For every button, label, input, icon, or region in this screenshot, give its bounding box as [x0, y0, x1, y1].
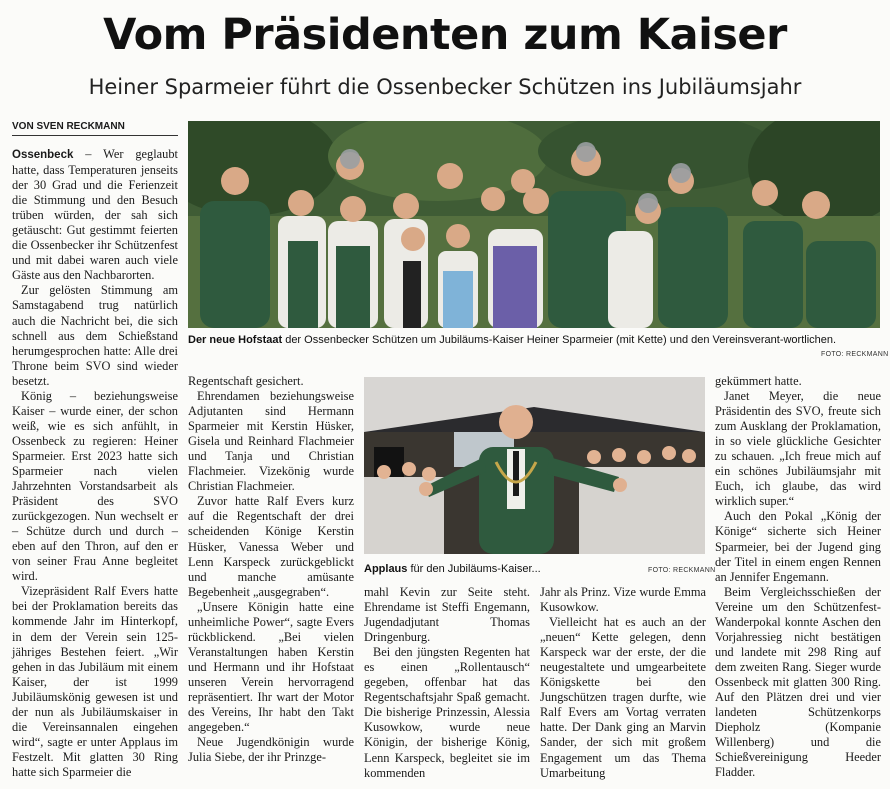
paragraph: „Unsere Königin hatte eine unheimliche Power“, sagte Evers rückblickend. „Bei vielen Veranstaltungen haben Kerstin und Hermann und ihr Hofstaat unseren Verein hervorragend repräsentiert. Ihr wart der Motor des Vereins, Ihr habt den Takt angegeben.“ [188, 599, 354, 735]
paragraph: Neue Jugendkönigin wurde Julia Siebe, der ihr Prinzge- [188, 735, 354, 765]
paragraph: König – beziehungsweise Kaiser – wurde einer, der schon weiß, wie es sich anfühlt, in Ossenbeck zu regieren: Heiner Sparmeier. Erst 2023 hatte sich Sparmeier nach vielen Jahrzehnten Vorstandsarbeit als Präsident des SVO zurückgezogen. Nun wechselt er – Schütze durch und durch – eben auf den Thron, auf den er von seiner Frau Anne begleitet wird. [12, 388, 178, 584]
article-column-2 [188, 374, 354, 765]
photo2-credit: FOTO: RECKMANN [648, 567, 716, 574]
article-column-1 [12, 147, 178, 780]
group-photo [188, 121, 880, 328]
paragraph: Beim Vergleichsschießen der Vereine um den Schützenfest-Wanderpokal konnte Aschen den Vorjahressieg nicht bestätigen und landete mit 298 Ring auf dem zweiten Rang. Sieger wurde Ossenbeck mit glatten 300 Ring. Auf den Plätzen drei und vier landeten Schützenkorps Diepholz (Kompanie Willenberg) und die Schießvereinigung Heeder Fladder. [715, 584, 881, 780]
author-byline: VON SVEN RECKMANN [12, 121, 178, 136]
dateline-place: Ossenbeck [12, 149, 74, 161]
photo2-caption: Applaus für den Jubiläums-Kaiser... [364, 563, 541, 575]
photo1-credit: FOTO: RECKMANN [821, 351, 889, 358]
article-column-3 [364, 585, 530, 781]
paragraph: Bei den jüngsten Regenten hat es einen „Rollentausch“ gegeben, offenbar hat das Regentschaftsjahr Spaß gemacht. Die bisherige Prinzessin, Alessia Kusowkow, wurde neue Königin, der bisherige König, Lenn Karspeck, begleitet sie im kommenden [364, 645, 530, 780]
article-column-5 [715, 374, 881, 780]
paragraph: gekümmert hatte. [715, 374, 802, 388]
paragraph: Regentschaft gesichert. [188, 374, 304, 388]
article-column-4 [540, 585, 706, 781]
paragraph: Vizepräsident Ralf Evers hatte bei der Proklamation bereits das kommende Jahr im Hinterkopf, in dem der Verein sein 125-jähriges Bestehen feiert. „Wir gehen in das Jubiläum mit einem Kaiser, der ist 1999 Jubiläumskönig gewesen ist und der nun als Jubiläumskaiser in die Vereinsannalen eingehen wird“, sagte er unter Applaus im Festzelt. Mit glatten 30 Ring hatte sich Sparmeier die [12, 584, 178, 779]
paragraph: Zur gelösten Stimmung am Samstagabend trug natürlich auch die Nachricht bei, die sich schnell aus dem Schießstand herumgesprochen hatte: Alle drei Throne beim SVO sind wieder besetzt. [12, 283, 178, 388]
subheadline: Heiner Sparmeier führt die Ossenbecker Schützen ins Jubiläumsjahr [88, 75, 802, 99]
paragraph: Janet Meyer, die neue Präsidentin des SVO, freute sich zum Ausklang der Proklamation, in so viele glückliche Gesichter zu schauen. „Ich freue mich auf ein schönes Jubiläumsjahr mit Euch, ich glaube, das wird wirklich super.“ [715, 389, 881, 509]
paragraph: Ehrendamen beziehungsweise Adjutanten sind Hermann Sparmeier mit Kerstin Hüsker, Gisela und Reinhard Flachmeier und Tanja und Christian Flachmeier. Vizekönig wurde Christian Flachmeier. [188, 389, 354, 494]
paragraph: Vielleicht hat es auch an der „neuen“ Kette gelegen, denn Karspeck war der erste, der die neugestaltete und umgearbeitete Königskette bei den Jungschützen tragen durfte, wie Ralf Evers am Vortag verraten hatte. Der Dank ging an Marvin Sander, der sich mit großem Engagement um das Thema Umarbeitung [540, 615, 706, 780]
applause-photo [364, 377, 705, 554]
paragraph: Jahr als Prinz. Vize wurde Emma Kusowkow. [540, 585, 706, 615]
photo1-caption: Der neue Hofstaat der Ossenbecker Schützen um Jubiläums-Kaiser Heiner Sparmeier (mit Kette) und den Vereinsverant-wortlichen. [188, 334, 837, 346]
paragraph: Zuvor hatte Ralf Evers kurz auf die Regentschaft der drei scheidenden Könige Kerstin Hüsker, Vanessa Weber und Lenn Karspeck zurückgeblickt und manche amüsante Begebenheit „ausgegraben“. [188, 494, 354, 599]
paragraph: Auch den Pokal „König der Könige“ sicherte sich Heiner Sparmeier, bei der Jugend ging der Titel in einem engen Rennen an Jennifer Engemann. [715, 509, 881, 584]
paragraph: Ossenbeck – Wer geglaubt hatte, dass Temperaturen jenseits der 30 Grad und die Ferienzeit die Stimmung und den Besuch trüben würden, der sah sich getäuscht: Gut gestimmt feierten die Ossenbecker ihr Schützenfest und mit dabei waren auch viele Gäste aus den Nachbarorten. [12, 147, 178, 283]
paragraph: mahl Kevin zur Seite steht. Ehrendame ist Steffi Engemann, Jugendadjutant Thomas Dringenburg. [364, 585, 530, 645]
headline: Vom Präsidenten zum Kaiser [103, 10, 787, 60]
